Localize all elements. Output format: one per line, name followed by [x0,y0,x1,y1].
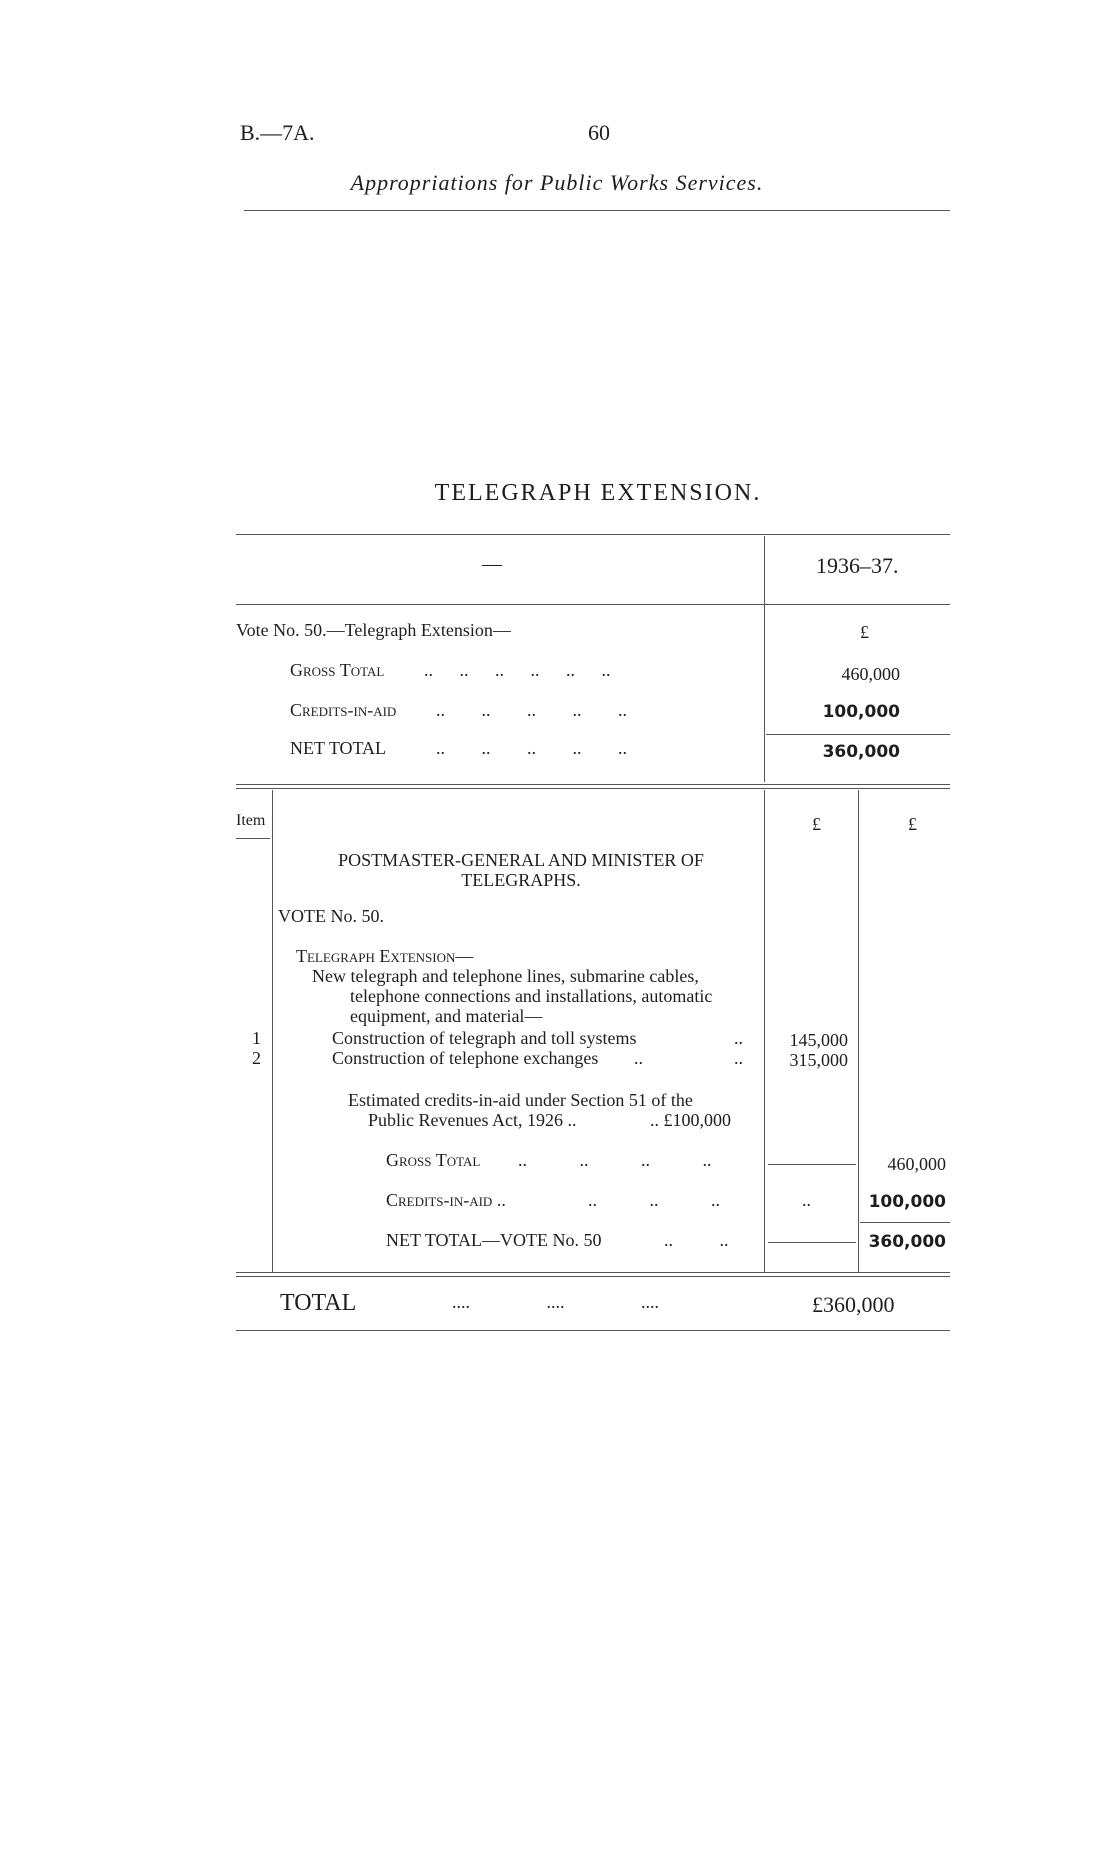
detail-credits-dots: .. .. .. [588,1190,720,1210]
detail-amount-column-divider [764,790,765,1272]
item-amount: 315,000 [789,1050,848,1070]
department-heading-line2: TELEGRAPHS. [461,870,581,890]
item-dots: .. [734,1028,743,1048]
detail-credits-label: Credits-in-aid .. [386,1190,506,1210]
detail-currency-2: £ [908,814,917,834]
item-amount: 145,000 [789,1030,848,1050]
detail-currency-1: £ [812,814,821,834]
summary-credits-dots: .. .. .. .. .. [436,700,627,720]
summary-credits-value: 100,000 [822,702,900,722]
item-label: Construction of telephone exchanges [332,1048,599,1068]
detail-description-line2: telephone connections and installations, automatic [350,986,713,1006]
credits-note-amount: .. £100,000 [650,1110,731,1130]
item-header-rule [236,838,270,839]
detail-gross-dots: .. .. .. .. [518,1150,712,1170]
detail-credits-amount-dots: .. [802,1190,811,1210]
detail-gross-total-label: Gross Total [386,1150,481,1170]
grand-total-label: TOTAL [280,1290,357,1316]
detail-gross-total-value: 460,000 [887,1154,946,1174]
item-number: 1 [252,1028,261,1048]
summary-subtotal-rule [766,734,950,735]
summary-net-total-label: NET TOTAL [290,738,387,758]
summary-year: 1936–37. [816,553,899,578]
section-title: TELEGRAPH EXTENSION. [434,480,762,506]
detail-vote-number: VOTE No. 50. [278,906,384,926]
detail-item-column-divider [272,790,273,1272]
detail-total-column-divider [858,790,859,1272]
summary-vote-line: Vote No. 50.—Telegraph Extension— [236,620,511,640]
running-title: Appropriations for Public Works Services. [350,170,764,195]
grand-total-dots: .... .... .... [452,1292,659,1312]
grand-total-rule [236,1330,950,1331]
summary-credits-label: Credits-in-aid [290,700,397,720]
detail-subtotal-rule [860,1222,950,1223]
summary-header-rule [236,604,950,605]
grand-total-value: £360,000 [812,1292,895,1317]
summary-net-dots: .. .. .. .. .. [436,738,627,758]
credits-note-line1: Estimated credits-in-aid under Section 51 of the [348,1090,693,1110]
item-dots: .. [734,1048,743,1068]
detail-description-line3: equipment, and material— [350,1006,543,1026]
summary-top-rule [236,534,950,535]
detail-subhead: Telegraph Extension— [296,946,474,966]
summary-bottom-rule-2 [236,788,950,789]
detail-credits-value: 100,000 [868,1192,946,1212]
department-heading-line1: POSTMASTER-GENERAL AND MINISTER OF [338,850,704,870]
item-dots: .. [634,1048,643,1068]
detail-net-dots: .. .. [664,1230,729,1250]
item-column-header: Item [236,812,266,829]
summary-net-total-value: 360,000 [822,742,900,762]
detail-net-amount-rule [768,1242,856,1243]
detail-description-line1: New telegraph and telephone lines, submarine cables, [312,966,699,986]
summary-heading-dash: — [482,553,502,575]
summary-bottom-rule-1 [236,784,950,785]
header-rule [244,210,950,211]
summary-gross-total-label: Gross Total [290,660,385,680]
credits-note-line2: Public Revenues Act, 1926 .. [368,1110,577,1130]
detail-net-total-label: NET TOTAL—VOTE No. 50 [386,1230,602,1250]
document-code: B.—7A. [240,120,315,145]
summary-column-divider [764,536,765,782]
detail-net-total-value: 360,000 [868,1232,946,1252]
detail-bottom-rule-1 [236,1272,950,1273]
page-number: 60 [588,120,610,145]
summary-gross-total-value: 460,000 [841,664,900,684]
item-number: 2 [252,1048,261,1068]
summary-gross-dots: .. .. .. .. .. .. [424,660,611,680]
detail-amount-total-rule [768,1164,856,1165]
detail-bottom-rule-2 [236,1276,950,1277]
summary-currency: £ [860,622,869,642]
item-label: Construction of telegraph and toll systems [332,1028,637,1048]
